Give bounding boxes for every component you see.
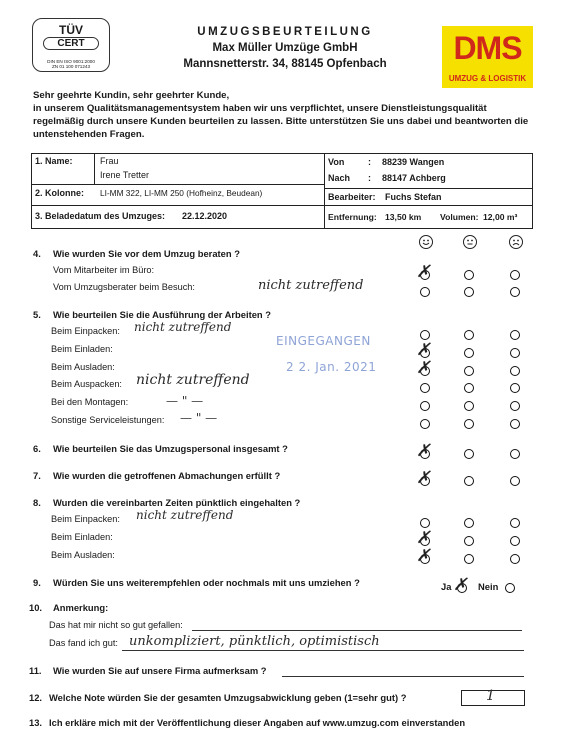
rating-radio[interactable] (464, 348, 474, 358)
handwritten-note: — " — (180, 411, 218, 425)
handwritten-note: nicht zutreffend (136, 372, 250, 388)
rating-radio[interactable] (510, 518, 520, 528)
rating-radio[interactable] (420, 330, 430, 340)
q10-dislike-line (192, 630, 522, 631)
question-5: Wie beurteilen Sie die Ausführung der Arbeiten ? (53, 309, 271, 320)
kolonne-value: LI-MM 322, LI-MM 250 (Hofheinz, Beudean) (100, 188, 263, 198)
rating-radio[interactable] (420, 518, 430, 528)
rating-radio[interactable] (510, 287, 520, 297)
bearbeiter-label: Bearbeiter: (328, 192, 376, 202)
name-salutation: Frau (100, 156, 119, 166)
smiley-sad-icon (509, 235, 523, 249)
customer-info-table: 1. Name: Frau Irene Tretter 2. Kolonne: LI-MM 322, LI-MM 250 (Hofheinz, Beudean) 3. Beladedatum des Umzuges: 22.12.2020 Von : 88239 Wangen Nach : 88147 Achberg Bearbeiter: Fuchs Stefan Entfernung: 13,50 km Volumen: 12,00 m³ (31, 153, 533, 229)
rating-radio[interactable] (510, 366, 520, 376)
question-number: 11. (29, 665, 42, 676)
date-label: 3. Beladedatum des Umzuges: (35, 211, 166, 221)
rating-radio[interactable] (464, 554, 474, 564)
grade-value: 1 (486, 688, 495, 704)
question-4: Wie wurden Sie vor dem Umzug beraten ? (53, 248, 240, 259)
rating-radio[interactable] (464, 366, 474, 376)
name-label: 1. Name: (35, 156, 73, 166)
rating-radio[interactable] (464, 330, 474, 340)
rating-radio[interactable] (510, 554, 520, 564)
question-13: Ich erkläre mich mit der Veröffentlichung dieser Angaben auf www.umzug.com einverstanden (49, 717, 466, 728)
nach-value: 88147 Achberg (382, 173, 446, 183)
q5-option-ausladen: Beim Ausladen: (51, 362, 115, 372)
rating-radio[interactable] (464, 287, 474, 297)
question-number: 9. (33, 577, 41, 588)
rating-radio[interactable] (510, 383, 520, 393)
handwritten-note: nicht zutreffend (134, 320, 232, 334)
q5-option-einpacken: Beim Einpacken: (51, 326, 120, 336)
q9-yes-label: Ja (441, 581, 452, 592)
question-12: Welche Note würden Sie der gesamten Umzugsabwicklung geben (1=sehr gut) ? (49, 692, 407, 703)
intro-line: in unserem Qualitätsmanagementsystem haben wir uns verpflichtet, unsere Dienstleistungsqualität (33, 103, 487, 114)
q5-option-service: Sonstige Serviceleistungen: (51, 415, 165, 425)
handwritten-note: unkompliziert, pünktlich, optimistisch (129, 634, 380, 649)
company-address: Mannsnetterstr. 34, 88145 Opfenbach (183, 58, 387, 70)
q9-no-label: Nein (478, 581, 499, 592)
company-name: Max Müller Umzüge GmbH (212, 42, 358, 54)
q4-option-visit: Vom Umzugsberater beim Besuch: (53, 282, 195, 292)
question-11: Wie wurden Sie auf unsere Firma aufmerksam ? (53, 665, 267, 676)
q10-like-label: Das fand ich gut: (49, 638, 118, 648)
volumen-value: 12,00 m³ (483, 212, 518, 222)
handwritten-note: — " — (166, 394, 204, 408)
rating-radio[interactable] (420, 401, 430, 411)
nach-label: Nach (328, 173, 351, 183)
q8-option-ausladen: Beim Ausladen: (51, 550, 115, 560)
rating-radio[interactable] (464, 401, 474, 411)
rating-radio[interactable] (464, 383, 474, 393)
rating-radio[interactable] (420, 287, 430, 297)
tuv-cert-logo: TÜV CERT DIN EN ISO 9001:2000 ZN 01 100 071243 (32, 18, 110, 72)
smiley-neutral-icon (463, 235, 477, 249)
q5-option-montagen: Bei den Montagen: (51, 397, 129, 407)
handwritten-cross-mark: ✗ (416, 340, 431, 360)
rating-radio[interactable] (464, 419, 474, 429)
handwritten-cross-mark: ✗ (416, 468, 431, 488)
rating-radio[interactable] (464, 536, 474, 546)
q5-option-auspacken: Beim Auspacken: (51, 379, 122, 389)
handwritten-cross-mark: ✗ (416, 262, 431, 282)
question-number: 6. (33, 443, 41, 454)
von-label: Von (328, 157, 345, 167)
question-number: 10. (29, 602, 43, 613)
customer-name: Irene Tretter (100, 170, 150, 180)
q9-no-radio[interactable] (505, 583, 515, 593)
q10-like-line (122, 650, 524, 651)
rating-radio[interactable] (510, 401, 520, 411)
rating-radio[interactable] (420, 419, 430, 429)
dms-logo: DMS UMZUG & LOGISTIK (442, 26, 533, 88)
intro-line: regelmäßig durch unsere Kunden beurteilen zu lassen. Bitte unterstützen Sie uns dabei und beantworten die (33, 116, 529, 127)
question-number: 8. (33, 497, 41, 508)
rating-radio[interactable] (464, 476, 474, 486)
rating-radio[interactable] (510, 536, 520, 546)
question-7: Wie wurden die getroffenen Abmachungen erfüllt ? (53, 470, 281, 481)
rating-radio[interactable] (464, 270, 474, 280)
rating-radio[interactable] (510, 330, 520, 340)
entfernung-value: 13,50 km (385, 212, 422, 222)
volumen-label: Volumen: (440, 212, 479, 222)
rating-radio[interactable] (510, 419, 520, 429)
q11-line (282, 676, 524, 677)
rating-radio[interactable] (510, 270, 520, 280)
question-number: 7. (33, 470, 41, 481)
rating-radio[interactable] (510, 348, 520, 358)
handwritten-note: nicht zutreffend (258, 278, 364, 293)
intro-greeting: Sehr geehrte Kundin, sehr geehrter Kunde, (33, 90, 230, 101)
intro-line: untenstehenden Fragen. (33, 129, 145, 140)
rating-radio[interactable] (464, 449, 474, 459)
rating-radio[interactable] (510, 449, 520, 459)
question-9: Würden Sie uns weiterempfehlen oder nochmals mit uns umziehen ? (53, 577, 360, 588)
question-number: 5. (33, 309, 41, 320)
received-stamp-date: 2 2. Jan. 2021 (286, 360, 377, 374)
handwritten-cross-mark: ✗ (416, 528, 431, 548)
question-number: 13. (29, 717, 43, 728)
kolonne-label: 2. Kolonne: (35, 188, 84, 198)
rating-radio[interactable] (464, 518, 474, 528)
received-stamp: EINGEGANGEN (276, 334, 371, 348)
handwritten-note: nicht zutreffend (136, 508, 234, 522)
q5-option-einladen: Beim Einladen: (51, 344, 113, 354)
date-value: 22.12.2020 (182, 211, 228, 221)
question-number: 12. (29, 692, 43, 703)
rating-radio[interactable] (510, 476, 520, 486)
q8-option-einpacken: Beim Einpacken: (51, 514, 120, 524)
q10-dislike-label: Das hat mir nicht so gut gefallen: (49, 620, 183, 630)
entfernung-label: Entfernung: (328, 212, 377, 222)
tuv-logo-text: DIN EN ISO 9001:2000 ZN 01 100 071243 (47, 59, 95, 69)
bearbeiter-value: Fuchs Stefan (385, 192, 442, 202)
question-number: 4. (33, 248, 41, 259)
grade-box (461, 690, 525, 706)
q8-option-einladen: Beim Einladen: (51, 532, 113, 542)
handwritten-cross-mark: ✗ (416, 358, 431, 378)
handwritten-cross-mark: ✗ (453, 575, 468, 595)
von-value: 88239 Wangen (382, 157, 445, 167)
q4-option-office: Vom Mitarbeiter im Büro: (53, 265, 155, 275)
question-10: Anmerkung: (53, 602, 109, 613)
rating-radio[interactable] (420, 383, 430, 393)
question-6: Wie beurteilen Sie das Umzugspersonal insgesamt ? (53, 443, 288, 454)
document-title: UMZUGSBEURTEILUNG (197, 26, 373, 38)
handwritten-cross-mark: ✗ (416, 546, 431, 566)
smiley-happy-icon (419, 235, 433, 249)
handwritten-cross-mark: ✗ (416, 441, 431, 461)
question-8: Wurden die vereinbarten Zeiten pünktlich eingehalten ? (53, 497, 301, 508)
